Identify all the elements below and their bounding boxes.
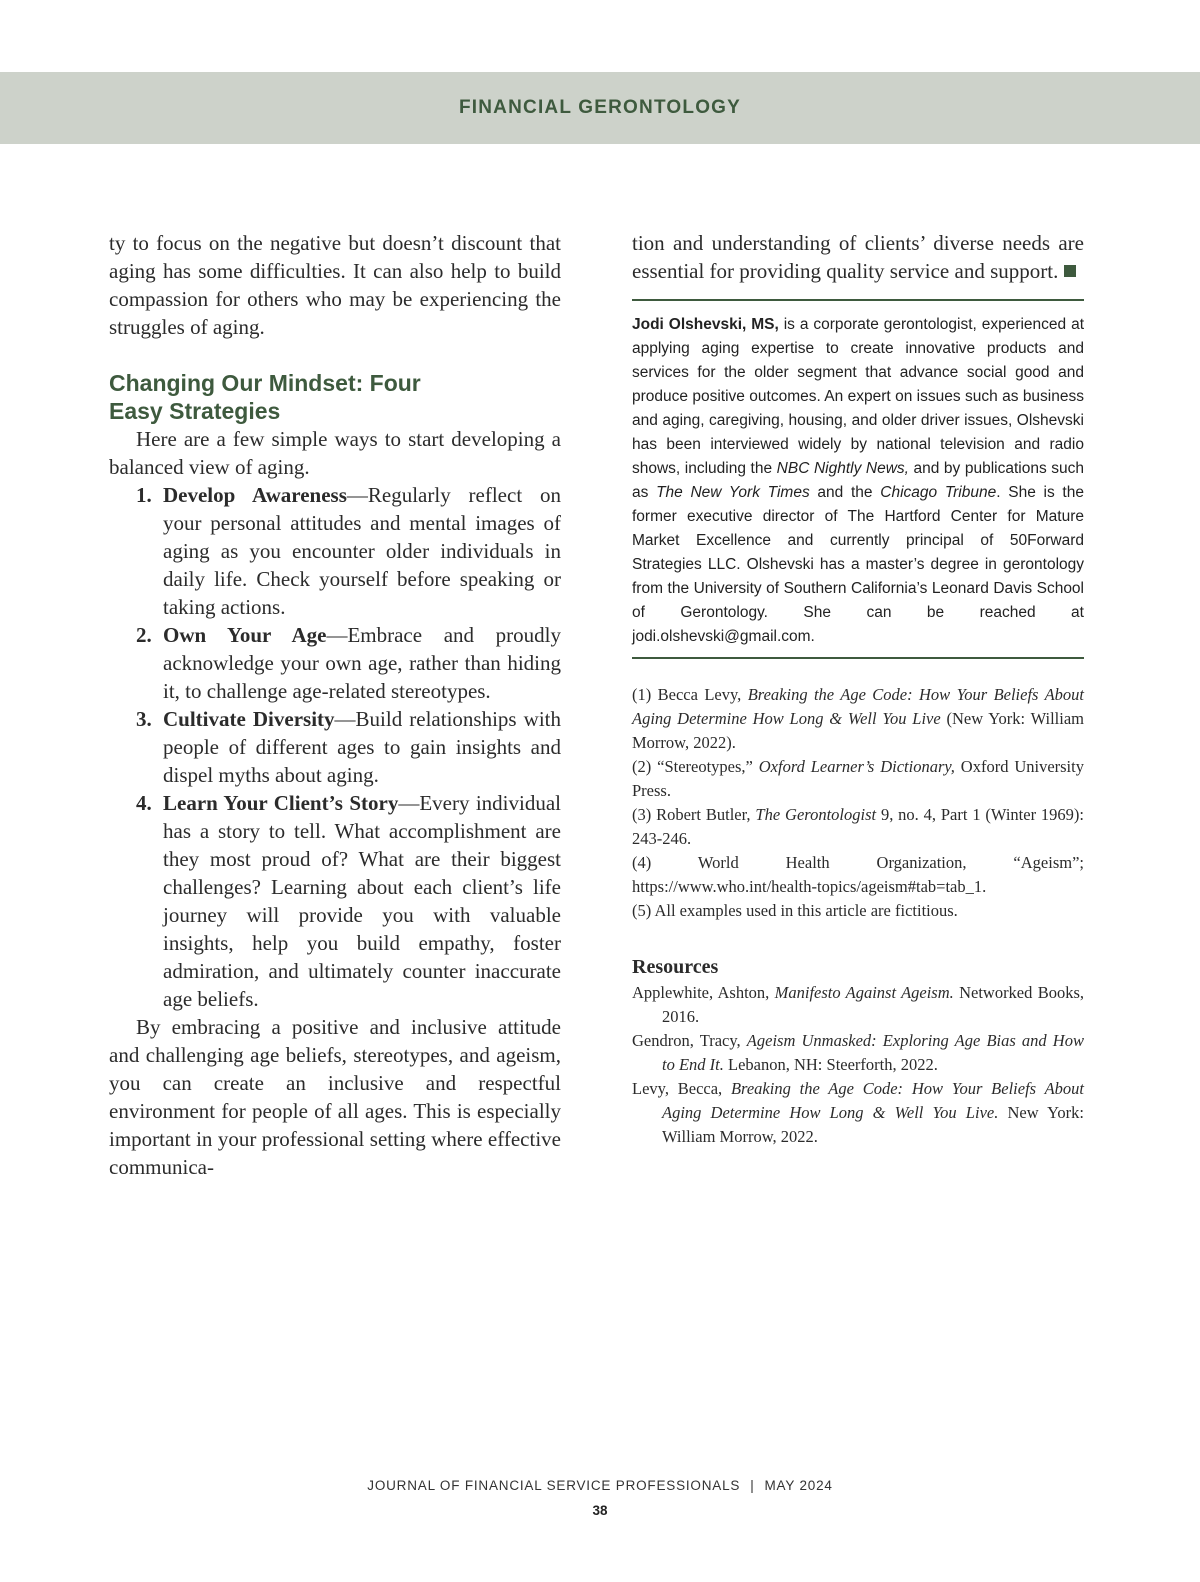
endnote [632, 683, 1084, 755]
endnote-title: Breaking the Age Code: How Your Beliefs About Aging Determine How Long & Well You Live [632, 685, 1084, 728]
resource-item [632, 1029, 1084, 1077]
continuation-text: tion and understanding of clients’ diverse needs are essential for providing quality service and support. [632, 231, 1084, 283]
list-item [109, 789, 561, 1013]
issue-date: MAY 2024 [764, 1478, 833, 1493]
list-item-term: Learn Your Client’s Story [163, 791, 399, 815]
endnote-text: (1) Becca Levy, [632, 685, 748, 704]
resource-publisher: Networked Books, 2016. [662, 983, 1084, 1026]
bio-publication: NBC Nightly News, [776, 460, 909, 477]
resource-publisher: Lebanon, NH: Steerforth, 2022. [723, 1055, 938, 1074]
resource-item [632, 981, 1084, 1029]
endnote-text: (4) World Health Organization, “Ageism”; https://www.who.int/health-topics/ageism#tab=tab_1. [632, 853, 1084, 896]
bio-text: and the [809, 484, 881, 501]
endnote-title: Oxford Learner’s Dictionary, [758, 757, 955, 776]
list-item-number: 2. [136, 623, 152, 647]
left-column [109, 229, 561, 1181]
list-item [109, 481, 561, 621]
bio-publication: The New York Times [656, 484, 810, 501]
strategies-list [109, 481, 561, 1013]
author-bio [632, 301, 1084, 657]
endnote [632, 899, 1084, 923]
resource-publisher: New York: William Morrow, 2022. [662, 1103, 1084, 1146]
footer-separator: | [750, 1478, 755, 1493]
list-item [109, 705, 561, 789]
resource-title: Ageism Unmasked: Exploring Age Bias and How to End It. [662, 1031, 1084, 1074]
resource-author: Gendron, Tracy, [632, 1031, 747, 1050]
endnote [632, 755, 1084, 803]
page-number: 38 [592, 1503, 608, 1518]
endnote-text: (3) Robert Butler, [632, 805, 756, 824]
list-item [109, 621, 561, 705]
resource-title: Breaking the Age Code: How Your Beliefs About Aging Determine How Long & Well You Live. [662, 1079, 1084, 1122]
endnote-text: (New York: William Morrow, 2022). [632, 709, 1084, 752]
list-item-text: —Regularly reflect on your personal attitudes and mental images of aging as you encounter older individuals in daily life. Check yourself before speaking or taking actions. [163, 483, 561, 619]
end-of-article-mark [1064, 265, 1076, 277]
bio-publication: Chicago Tribune [880, 484, 997, 501]
bio-text: . She is the former executive director of The Hartford Center for Mature Market Excellence and currently principal of 50Forward Strategies LLC. Olshevski has a master’s degree in gerontology from the University of Southern California’s Leonard Davis School of Gerontology. She can be reached at jodi.olshevski@gmail.com. [632, 484, 1084, 645]
endnotes-list [632, 683, 1084, 923]
list-item-number: 4. [136, 791, 152, 815]
lead-paragraph: Here are a few simple ways to start developing a balanced view of aging. [109, 427, 561, 479]
list-item-term: Cultivate Diversity [163, 707, 335, 731]
resource-title: Manifesto Against Ageism. [774, 983, 954, 1002]
endnote-text: Oxford University Press. [632, 757, 1084, 800]
resources-list [632, 981, 1084, 1149]
endnote-text: (5) All examples used in this article are fictitious. [632, 901, 958, 920]
right-column [632, 229, 1084, 1149]
resource-author: Levy, Becca, [632, 1079, 731, 1098]
journal-name: JOURNAL OF FINANCIAL SERVICE PROFESSIONALS [367, 1478, 741, 1493]
endnote [632, 803, 1084, 851]
list-item-term: Develop Awareness [163, 483, 347, 507]
intro-paragraph: ty to focus on the negative but doesn’t discount that aging has some difficulties. It can also help to build compassion for others who may be experiencing the struggles of aging. [109, 231, 561, 339]
section-heading [109, 369, 561, 425]
section-header-band [0, 72, 1200, 144]
page-footer [0, 1478, 1200, 1493]
list-item-text: —Build relationships with people of different ages to gain insights and dispel myths about aging. [163, 707, 561, 787]
continuation-paragraph [632, 229, 1084, 285]
section-title: FINANCIAL GERONTOLOGY [458, 97, 742, 118]
bio-text: and by publications such as [632, 460, 1085, 501]
resource-author: Applewhite, Ashton, [632, 983, 775, 1002]
endnote [632, 851, 1084, 899]
bio-text: is a corporate gerontologist, experienced at applying aging expertise to create innovative products and services for the older segment that advance social good and produce positive outcomes. An expert on issues such as business and aging, caregiving, housing, and older driver issues, Olshevski has been interviewed widely by national television and radio shows, including the [632, 316, 1084, 477]
list-item-number: 1. [136, 483, 152, 507]
list-item-number: 3. [136, 707, 152, 731]
endnote-text: 9, no. 4, Part 1 (Winter 1969): 243-246. [632, 805, 1084, 848]
resources-heading: Resources [632, 956, 719, 978]
endnote-title: The Gerontologist [755, 805, 877, 824]
section-heading-line1: Changing Our Mindset: Four [109, 370, 421, 396]
section-heading-line2: Easy Strategies [109, 398, 281, 424]
closing-paragraph: By embracing a positive and inclusive attitude and challenging age beliefs, stereotypes, and ageism, you can create an inclusive and respectful environment for people of all ages. This is especially important in your professional setting where effective communica- [109, 1015, 561, 1179]
resource-item [632, 1077, 1084, 1149]
list-item-text: —Embrace and proudly acknowledge your own age, rather than hiding it, to challenge age-related stereotypes. [163, 623, 561, 703]
endnote-text: (2) “Stereotypes,” [632, 757, 759, 776]
list-item-text: —Every individual has a story to tell. What accomplishment are they most proud of? What are their biggest challenges? Learning about each client’s life journey will provide you with valuable insights, help you build empathy, foster admiration, and ultimately counter inaccurate age beliefs. [163, 791, 561, 1011]
list-item-term: Own Your Age [163, 623, 327, 647]
bio-bottom-divider [632, 657, 1084, 659]
author-name: Jodi Olshevski, MS, [632, 316, 779, 333]
